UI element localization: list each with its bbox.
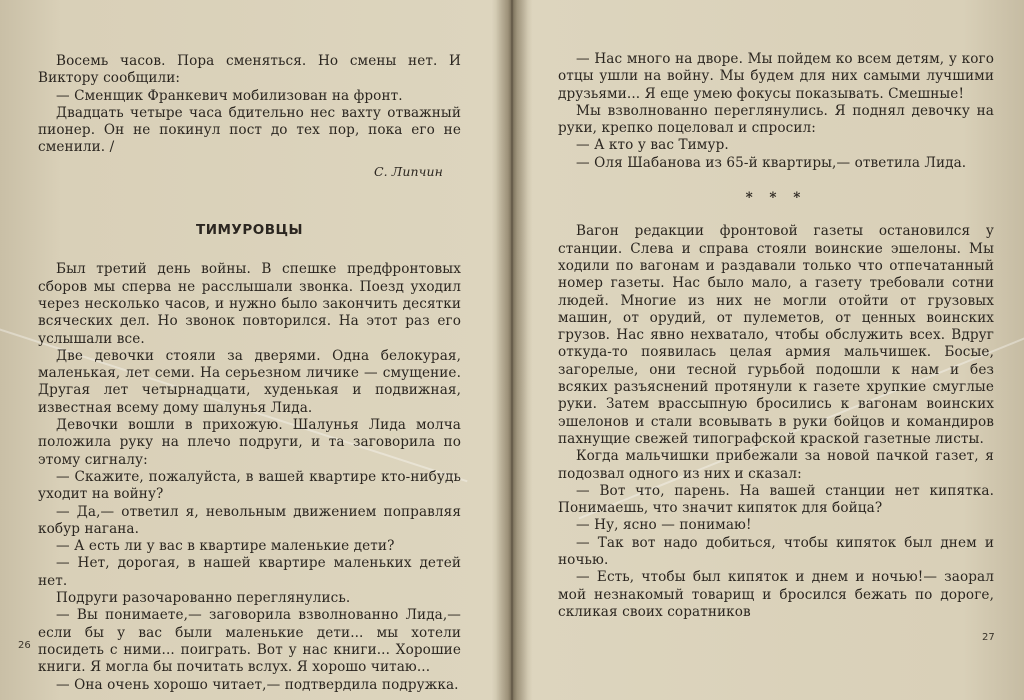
paragraph: — Сменщик Франкевич мобилизован на фронт. (56, 87, 403, 104)
paragraph: — Вы понимаете,— заговорила взволнованно Лида,— если бы у вас были маленькие дети... мы хотели посидеть с ними... поиграть. Вот у нас книги... Хорошие книги. Я могла бы почитать вслух. Я хорошо читаю... (38, 607, 461, 676)
author-signature: С. Липчин (373, 163, 443, 179)
page-number: 27 (982, 632, 995, 643)
paragraph: Девочки вошли в прихожую. Шалунья Лида молча положила руку на плечо подруги, и та заговорила по этому сигналу: (38, 417, 461, 468)
left-page-text (38, 53, 461, 694)
paragraph: — Да,— ответил я, невольным движением поправляя кобур нагана. (38, 503, 461, 537)
paragraph: — Нет, дорогая, в нашей квартире маленьких детей нет. (38, 555, 461, 589)
paragraph: — Есть, чтобы был кипяток и днем и ночью!— заорал мой незнакомый товарищ и бросился бежать по дороге, скликая своих соратников (558, 569, 994, 620)
paragraph: — Так вот надо добиться, чтобы кипяток был днем и ночью. (558, 534, 994, 569)
page-number: 26 (18, 640, 31, 651)
paragraph: Был третий день войны. В спешке предфронтовых сборов мы сперва не расслышали звонка. Поезд уходил через несколько часов, и нужно было закончить десятки всяческих дел. Но звонок повторился. На этот раз его услышали все. (38, 261, 461, 347)
paragraph: Когда мальчишки прибежали за новой пачкой газет, я подозвал одного из них и сказал: (558, 448, 994, 482)
paragraph: — Оля Шабанова из 65-й квартиры,— ответила Лида. (576, 154, 967, 171)
paragraph: — А есть ли у вас в квартире маленькие дети? (56, 538, 395, 555)
paragraph: Две девочки стояли за дверями. Одна белокурая, маленькая, лет семи. На серьезном личике — смущение. Другая лет четырнадцати, худенькая и подвижная, известная всему дому шалунья Лида. (38, 347, 461, 416)
right-page (512, 0, 1024, 700)
paragraph: — Скажите, пожалуйста, в вашей квартире кто-нибудь уходит на войну? (38, 468, 461, 503)
paragraph: Вагон редакции фронтовой газеты остановился у станции. Слева и справа стояли воинские эшелоны. Мы ходили по вагонам и раздавали только что отпечатанный номер газеты. Нас было мало, а газету требовали сотни людей. Многие из них не могли отойти от грузовых машин, от орудий, от пулеметов, от ценных воинских грузов. Нас явно нехватало, чтобы обслужить всех. Вдруг откуда-то появилась целая армия мальчишек. Босые, загорелые, они тесной гурьбой подошли к нам и без всяких разъяснений протянули к газете хрупкие смуглые руки. Затем врассыпную бросились к вагонам воинских эшелонов и стали всовывать в руки бойцов и командиров пахнущие свежей типографской краской газетные листы. (558, 223, 994, 447)
chapter-heading: ТИМУРОВЦЫ (195, 222, 304, 239)
left-page (0, 0, 508, 700)
paragraph: Подруги разочарованно переглянулись. (56, 590, 351, 607)
paragraph: Мы взволнованно переглянулись. Я поднял девочку на руки, крепко поцеловал и спросил: (558, 102, 994, 137)
paragraph: — Нас много на дворе. Мы пойдем ко всем детям, у кого отцы ушли на войну. Мы будем для них самыми лучшими друзьями... Я еще умею фокусы показывать. Смешные! (558, 51, 994, 102)
book-spine-fold (496, 0, 528, 700)
paragraph: — А кто у вас Тимур. (576, 137, 729, 154)
right-page-text (558, 51, 994, 621)
paragraph: — Она очень хорошо читает,— подтвердила подружка. (56, 676, 459, 693)
section-separator: * * * (745, 190, 807, 207)
paragraph: — Вот что, парень. На вашей станции нет кипятка. Понимаешь, что значит кипяток для бойца? (558, 482, 994, 517)
paragraph: Двадцать четыре часа бдительно нес вахту отважный пионер. Он не покинул пост до тех пор, пока его не сменили. / (38, 104, 461, 156)
paragraph: Восемь часов. Пора сменяться. Но смены нет. И Виктору сообщили: (38, 53, 461, 87)
paragraph: — Ну, ясно — понимаю! (576, 517, 752, 534)
